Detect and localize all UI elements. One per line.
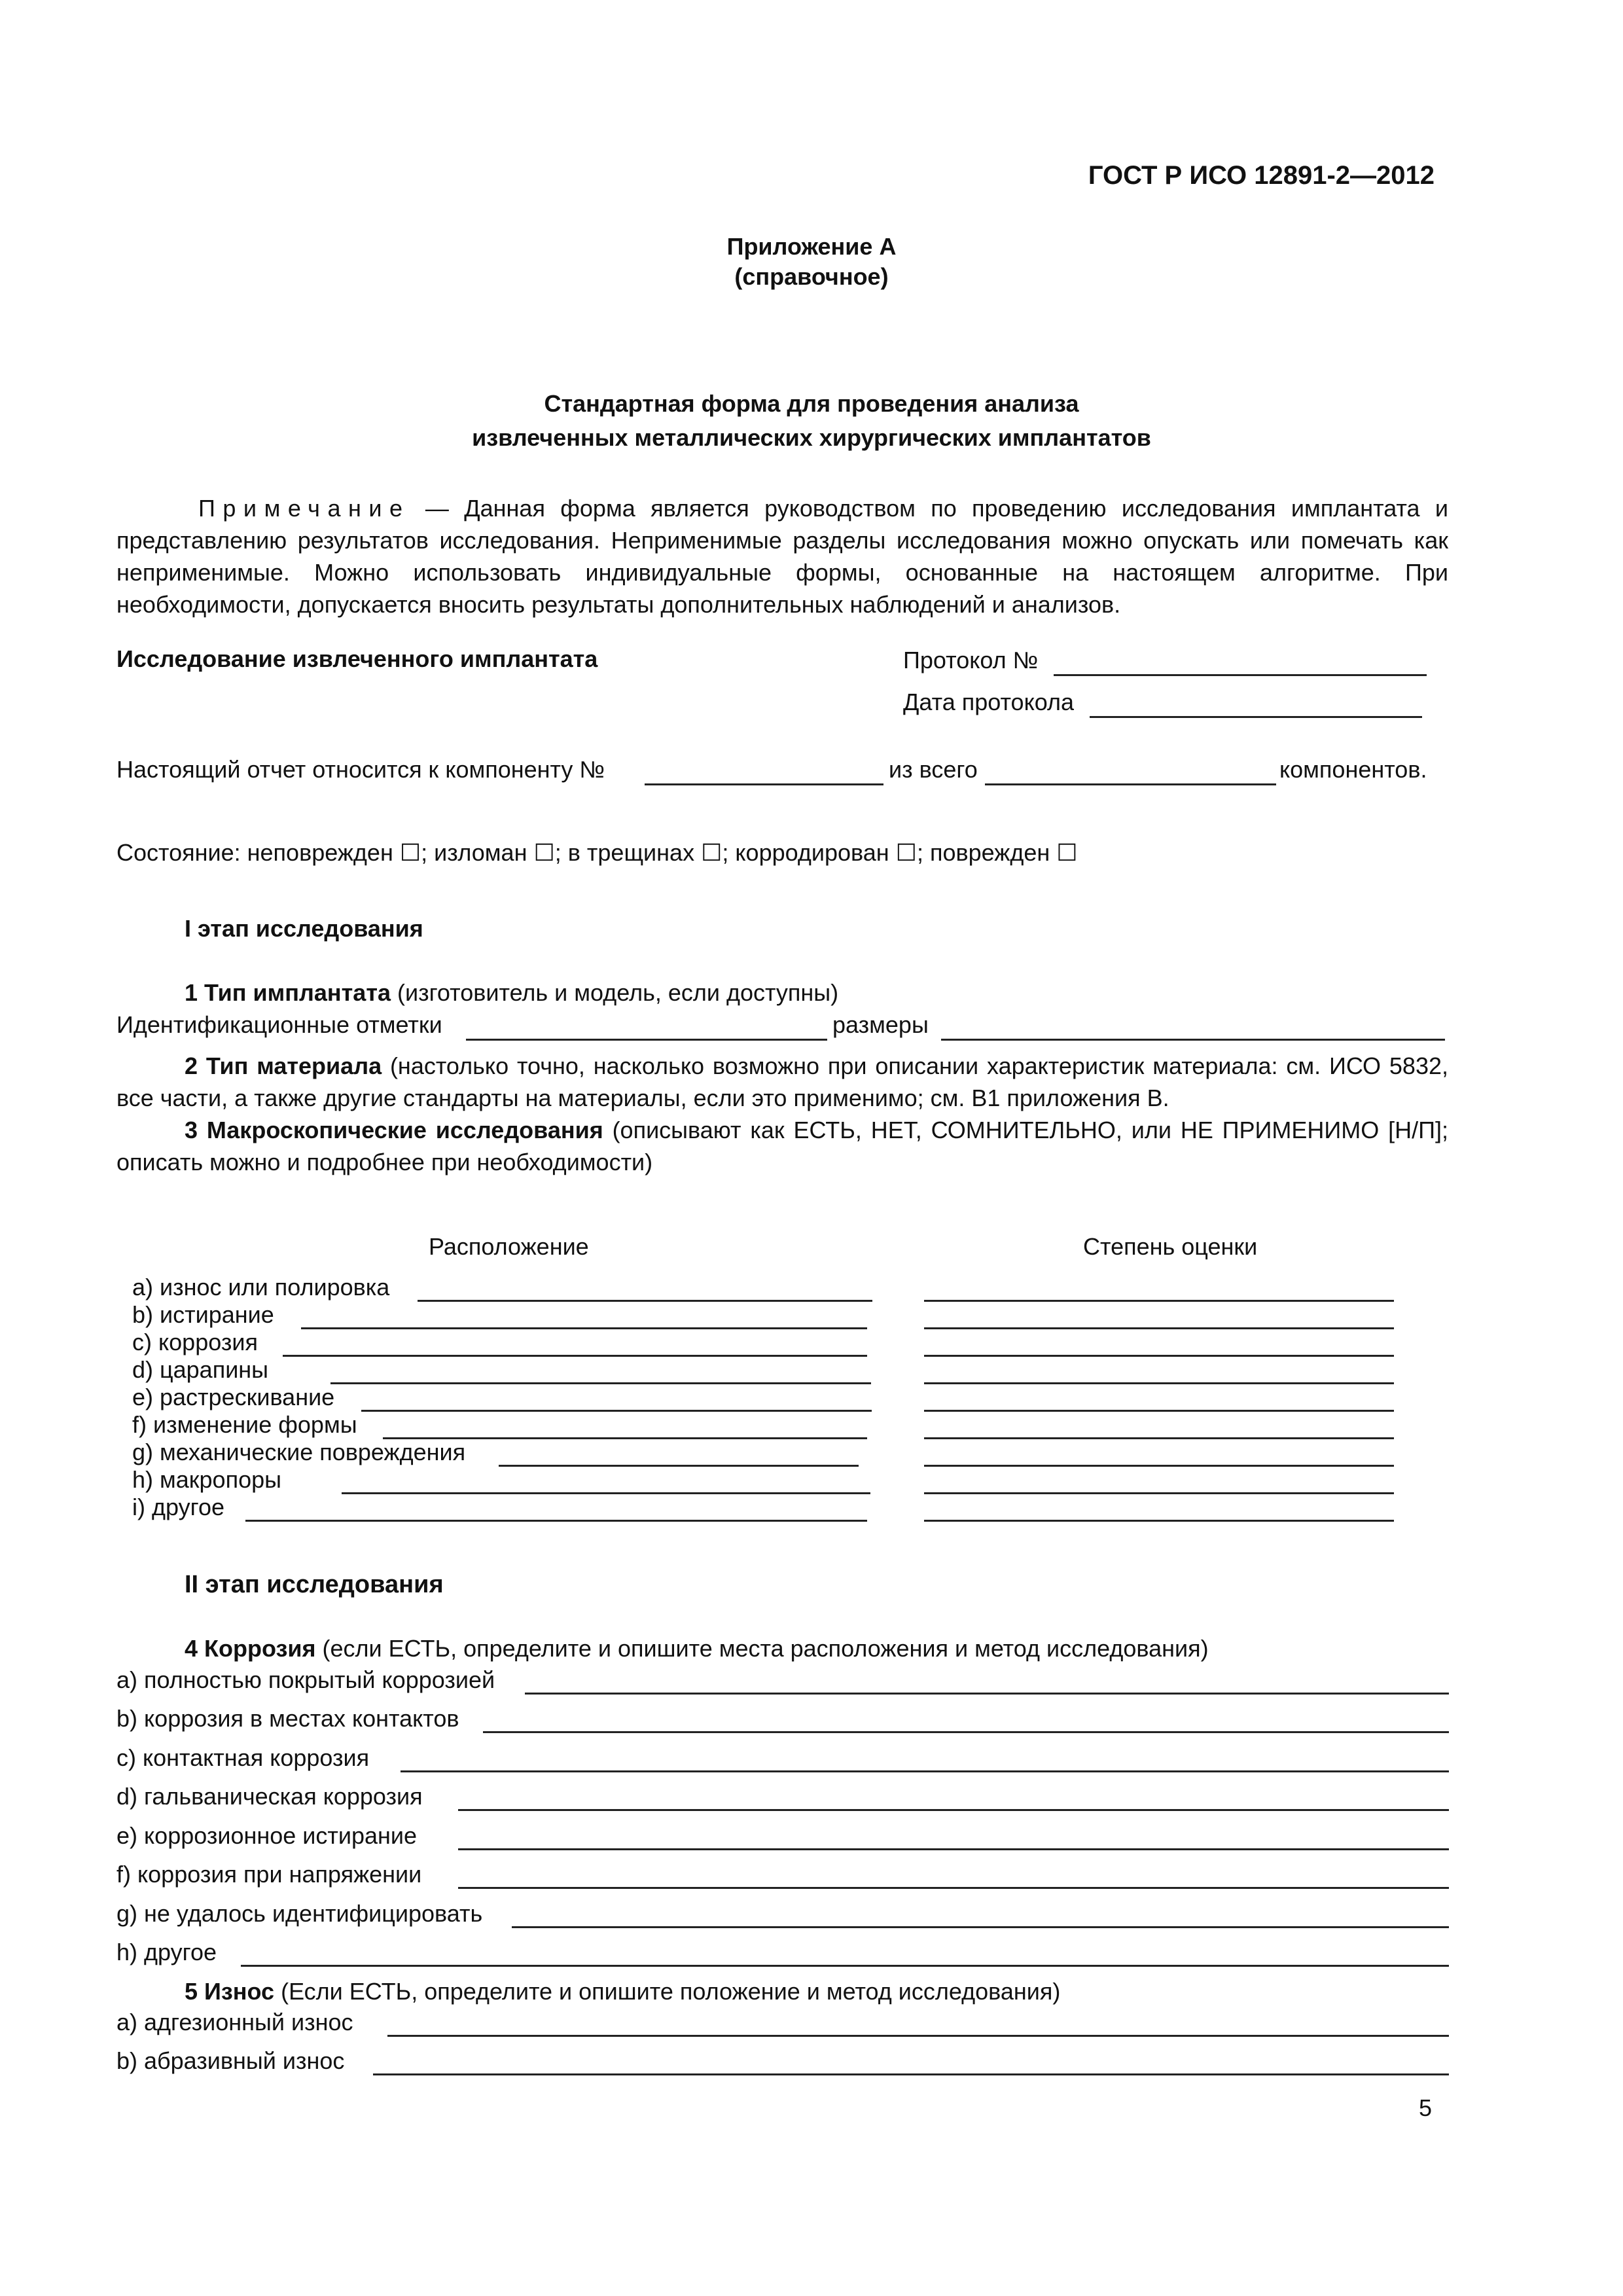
component-number-field[interactable] xyxy=(645,783,883,785)
item1-title: 1 Тип имплантата xyxy=(185,979,391,1006)
macro-location-field[interactable] xyxy=(301,1327,867,1329)
corrosion-field[interactable] xyxy=(458,1809,1449,1811)
macro-item-label: i) другое xyxy=(132,1494,224,1520)
item5-line xyxy=(185,1978,1060,2005)
sizes-field[interactable] xyxy=(941,1039,1445,1041)
appendix-title: Приложение А xyxy=(726,233,897,260)
sizes-label: размеры xyxy=(832,1011,929,1038)
corrosion-item-label: f) коррозия при напряжении xyxy=(116,1861,422,1888)
wear-item-label: a) адгезионный износ xyxy=(116,2009,353,2036)
macro-grade-field[interactable] xyxy=(924,1492,1394,1494)
corrosion-item-label: h) другое xyxy=(116,1939,217,1965)
item2-title: 2 Тип материала xyxy=(185,1052,382,1079)
macro-grade-field[interactable] xyxy=(924,1520,1394,1522)
item1-line xyxy=(185,979,838,1007)
macro-grade-field[interactable] xyxy=(924,1437,1394,1439)
macro-item-label: g) механические повреждения xyxy=(132,1439,466,1465)
component-prefix: Настоящий отчет относится к компоненту № xyxy=(116,756,605,783)
note-paragraph xyxy=(116,492,1448,620)
item3-title: 3 Макроскопические исследования xyxy=(185,1117,603,1143)
document-code: ГОСТ Р ИСО 12891-2—2012 xyxy=(1088,161,1435,190)
state-corroded-checkbox[interactable]: ☐ xyxy=(895,839,917,866)
item4-text: (если ЕСТЬ, определите и опишите места расположения и метод исследования) xyxy=(315,1635,1209,1662)
corrosion-item-label: c) контактная коррозия xyxy=(116,1744,370,1771)
state-corroded: корродирован xyxy=(735,839,889,866)
macro-grade-field[interactable] xyxy=(924,1300,1394,1302)
state-damaged-checkbox[interactable]: ☐ xyxy=(1056,839,1078,866)
id-marks-field[interactable] xyxy=(466,1039,827,1041)
component-mid: из всего xyxy=(889,756,978,783)
note-text-rest: представлению результатов исследования. Неприменимые разделы исследования можно опускать или помечать как неприменимые. Можно использовать индивидуальные формы, основанные на настоящем алгоритме. При необходимости, допускается вносить результаты дополнительных наблюдений и анализов. xyxy=(116,527,1448,618)
stage2-title: II этап исследования xyxy=(185,1571,444,1598)
stage1-title: I этап исследования xyxy=(185,915,423,942)
wear-field[interactable] xyxy=(387,2035,1449,2037)
macro-location-field[interactable] xyxy=(361,1410,872,1412)
macro-location-field[interactable] xyxy=(245,1520,867,1522)
macro-grade-field[interactable] xyxy=(924,1382,1394,1384)
macro-item-label: h) макропоры xyxy=(132,1466,281,1493)
item5-title: 5 Износ xyxy=(185,1978,275,2005)
protocol-number-field[interactable] xyxy=(1054,674,1427,676)
state-cracked: в трещинах xyxy=(567,839,695,866)
macro-location-field[interactable] xyxy=(499,1465,859,1467)
state-label: Состояние: xyxy=(116,839,241,866)
page-number: 5 xyxy=(1419,2094,1433,2121)
macro-grade-field[interactable] xyxy=(924,1410,1394,1412)
section-title: Исследование извлеченного имплантата xyxy=(116,645,598,672)
corrosion-field[interactable] xyxy=(525,1693,1449,1695)
corrosion-field[interactable] xyxy=(483,1731,1449,1733)
item5-text: (Если ЕСТЬ, определите и опишите положение и метод исследования) xyxy=(274,1978,1061,2005)
corrosion-field[interactable] xyxy=(401,1770,1449,1772)
macro-grade-field[interactable] xyxy=(924,1465,1394,1467)
corrosion-field[interactable] xyxy=(241,1965,1449,1967)
note-text-line1: — Данная форма является руководством по проведению исследования имплантата и xyxy=(410,495,1448,522)
id-marks-label: Идентификационные отметки xyxy=(116,1011,442,1038)
state-undamaged: неповрежден xyxy=(247,839,393,866)
macro-grade-field[interactable] xyxy=(924,1327,1394,1329)
macro-item-label: d) царапины xyxy=(132,1356,269,1383)
item4-title: 4 Коррозия xyxy=(185,1635,316,1662)
item4-line xyxy=(185,1635,1209,1662)
wear-field[interactable] xyxy=(373,2073,1449,2075)
corrosion-field[interactable] xyxy=(458,1887,1449,1889)
macro-location-field[interactable] xyxy=(330,1382,871,1384)
macro-item-label: f) изменение формы xyxy=(132,1411,357,1438)
corrosion-field[interactable] xyxy=(458,1848,1449,1850)
state-broken: изломан xyxy=(434,839,527,866)
corrosion-item-label: g) не удалось идентифицировать xyxy=(116,1900,483,1927)
form-title-line2: извлеченных металлических хирургических имплантатов xyxy=(472,424,1151,451)
column-location-header: Расположение xyxy=(429,1233,589,1260)
component-suffix: компонентов. xyxy=(1279,756,1427,783)
component-total-field[interactable] xyxy=(985,783,1276,785)
corrosion-item-label: b) коррозия в местах контактов xyxy=(116,1705,459,1732)
macro-location-field[interactable] xyxy=(418,1300,872,1302)
item1-text: (изготовитель и модель, если доступны) xyxy=(390,979,839,1006)
macro-item-label: c) коррозия xyxy=(132,1329,258,1355)
corrosion-item-label: e) коррозионное истирание xyxy=(116,1822,418,1849)
corrosion-field[interactable] xyxy=(512,1926,1449,1928)
state-line: Состояние: неповрежден ☐; изломан ☐; в трещинах ☐; корродирован ☐; поврежден ☐ xyxy=(116,839,1078,866)
item2-text: (настолько точно, насколько возможно при описании характеристик материала: см. ИСО 5832, все части, а также другие стандарты на материалы, если это применимо; см. В1 приложения В. xyxy=(116,1052,1448,1111)
form-title-line1: Стандартная форма для проведения анализа xyxy=(544,390,1079,417)
item3-paragraph xyxy=(116,1114,1448,1178)
corrosion-item-label: d) гальваническая коррозия xyxy=(116,1783,423,1810)
macro-grade-field[interactable] xyxy=(924,1355,1394,1357)
wear-item-label: b) абразивный износ xyxy=(116,2047,345,2074)
state-damaged: поврежден xyxy=(929,839,1050,866)
macro-location-field[interactable] xyxy=(283,1355,867,1357)
macro-item-label: e) растрескивание xyxy=(132,1384,335,1410)
protocol-number-label: Протокол № xyxy=(903,647,1039,673)
item3-text: (описывают как ЕСТЬ, НЕТ, СОМНИТЕЛЬНО, или НЕ ПРИМЕНИМО [Н/П]; описать можно и подробнее при необходимости) xyxy=(116,1117,1449,1175)
item2-paragraph xyxy=(116,1050,1448,1114)
macro-item-label: a) износ или полировка xyxy=(132,1274,390,1300)
note-label: Примечание xyxy=(198,495,410,522)
appendix-type: (справочное) xyxy=(734,263,889,290)
macro-location-field[interactable] xyxy=(342,1492,870,1494)
protocol-date-label: Дата протокола xyxy=(903,689,1074,715)
state-broken-checkbox[interactable]: ☐ xyxy=(533,839,555,866)
corrosion-item-label: a) полностью покрытый коррозией xyxy=(116,1666,495,1693)
macro-item-label: b) истирание xyxy=(132,1301,274,1328)
state-cracked-checkbox[interactable]: ☐ xyxy=(701,839,722,866)
column-grade-header: Степень оценки xyxy=(1083,1233,1258,1260)
protocol-date-field[interactable] xyxy=(1090,716,1422,718)
state-undamaged-checkbox[interactable]: ☐ xyxy=(399,839,421,866)
